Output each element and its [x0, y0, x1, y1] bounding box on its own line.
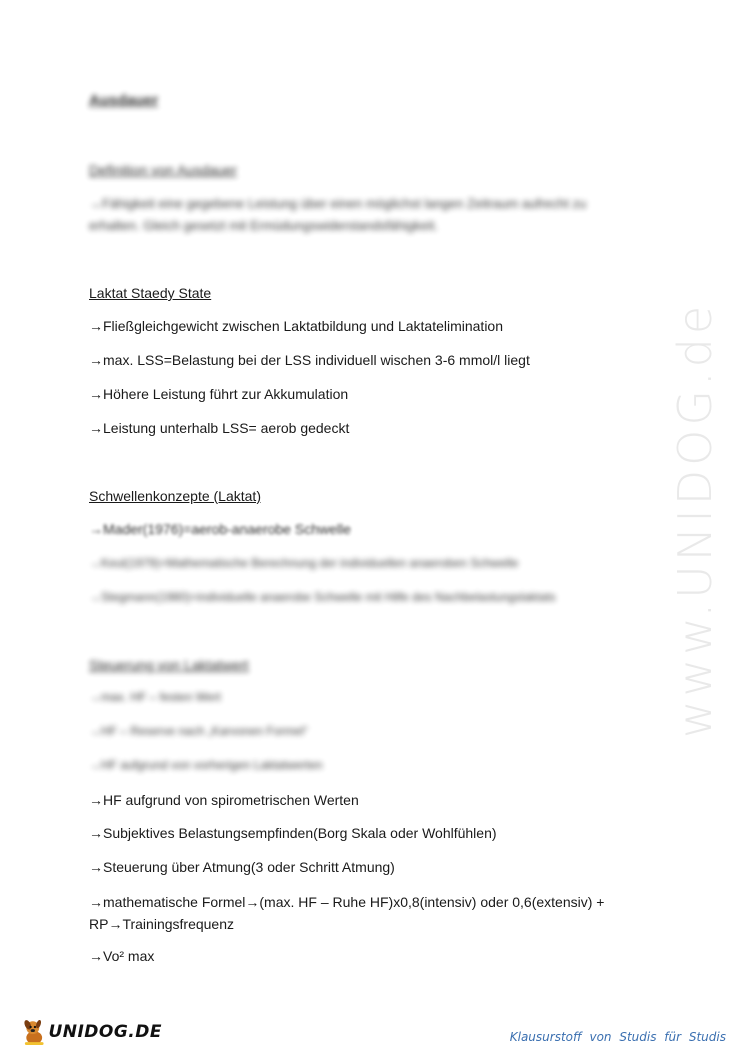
formula-item: →mathematische Formel→(max. HF – Ruhe HF)x0,8(intensiv) oder 0,6(extensiv) + RP→Trainingsfrequenz — [89, 894, 605, 932]
arrow-icon: → — [89, 590, 101, 604]
definition-text: →Fähigkeit eine gegebene Leistung über einen möglichst langen Zeitraum aufrecht zu erhalten. Gleich gesetzt mit Ermüdungswiderstandsfähigkeit. — [89, 196, 587, 233]
dog-icon — [22, 1012, 46, 1052]
list-item: →HF aufgrund von spirometrischen Werten — [89, 792, 359, 808]
list-item: →Fließgleichgewicht zwischen Laktatbildung und Laktatelimination — [89, 318, 504, 334]
arrow-icon: → — [89, 690, 101, 704]
list-item: →Mader(1976)=aerob-anaerobe Schwelle — [89, 521, 351, 537]
arrow-icon: → — [89, 420, 103, 436]
arrow-icon: → — [89, 556, 101, 570]
arrow-icon: → — [89, 825, 103, 841]
footer-note: Klausurstoff von Studis für Studis — [509, 1030, 726, 1044]
arrow-icon: → — [245, 894, 260, 910]
arrow-icon: → — [89, 352, 103, 368]
section-heading-steuerung: Steuerung von Laktatwert — [89, 657, 249, 673]
arrow-icon: → — [89, 386, 103, 402]
unidog-logo[interactable] — [22, 1012, 162, 1052]
arrow-icon: → — [89, 948, 103, 964]
list-item: →Stegmann(1980)=individuelle anaerobe Schwelle mit Hilfe des Nachbelastungslaktats — [89, 590, 556, 604]
section-heading-schwellen: Schwellenkonzepte (Laktat) — [89, 488, 261, 504]
list-item: →Subjektives Belastungsempfinden(Borg Skala oder Wohlfühlen) — [89, 825, 497, 841]
arrow-icon: → — [108, 916, 123, 932]
list-item: →HF – Reserve nach „Karvonen Formel“ — [89, 724, 308, 738]
list-item: →Höhere Leistung führt zur Akkumulation — [89, 386, 349, 402]
watermark: www.UNIDOG.de — [668, 301, 722, 739]
arrow-icon: → — [89, 859, 103, 875]
list-item: →max. LSS=Belastung bei der LSS individuell wischen 3-6 mmol/l liegt — [89, 352, 530, 368]
list-item: →Leistung unterhalb LSS= aerob gedeckt — [89, 420, 350, 436]
list-item: →HF aufgrund von vorherigen Laktatwerten — [89, 758, 323, 772]
arrow-icon: → — [89, 894, 103, 910]
page-title: Ausdauer — [89, 92, 159, 109]
arrow-icon: → — [89, 758, 101, 772]
arrow-icon: → — [89, 521, 103, 537]
section-heading-lss: Laktat Staedy State — [89, 285, 212, 301]
arrow-icon: → — [89, 318, 103, 334]
logo-text: UNIDOG.DE — [48, 1022, 162, 1042]
list-item: →Vo² max — [89, 948, 155, 964]
arrow-icon: → — [89, 792, 103, 808]
section-heading-definition: Definition von Ausdauer — [89, 162, 237, 178]
list-item: →Steuerung über Atmung(3 oder Schritt Atmung) — [89, 859, 395, 875]
arrow-icon: → — [89, 724, 101, 738]
list-item: →max. HF – festen Wert — [89, 690, 221, 704]
list-item: →Keul(1979)=Mathematische Berechnung der individuellen anaeroben Schwelle — [89, 556, 519, 570]
